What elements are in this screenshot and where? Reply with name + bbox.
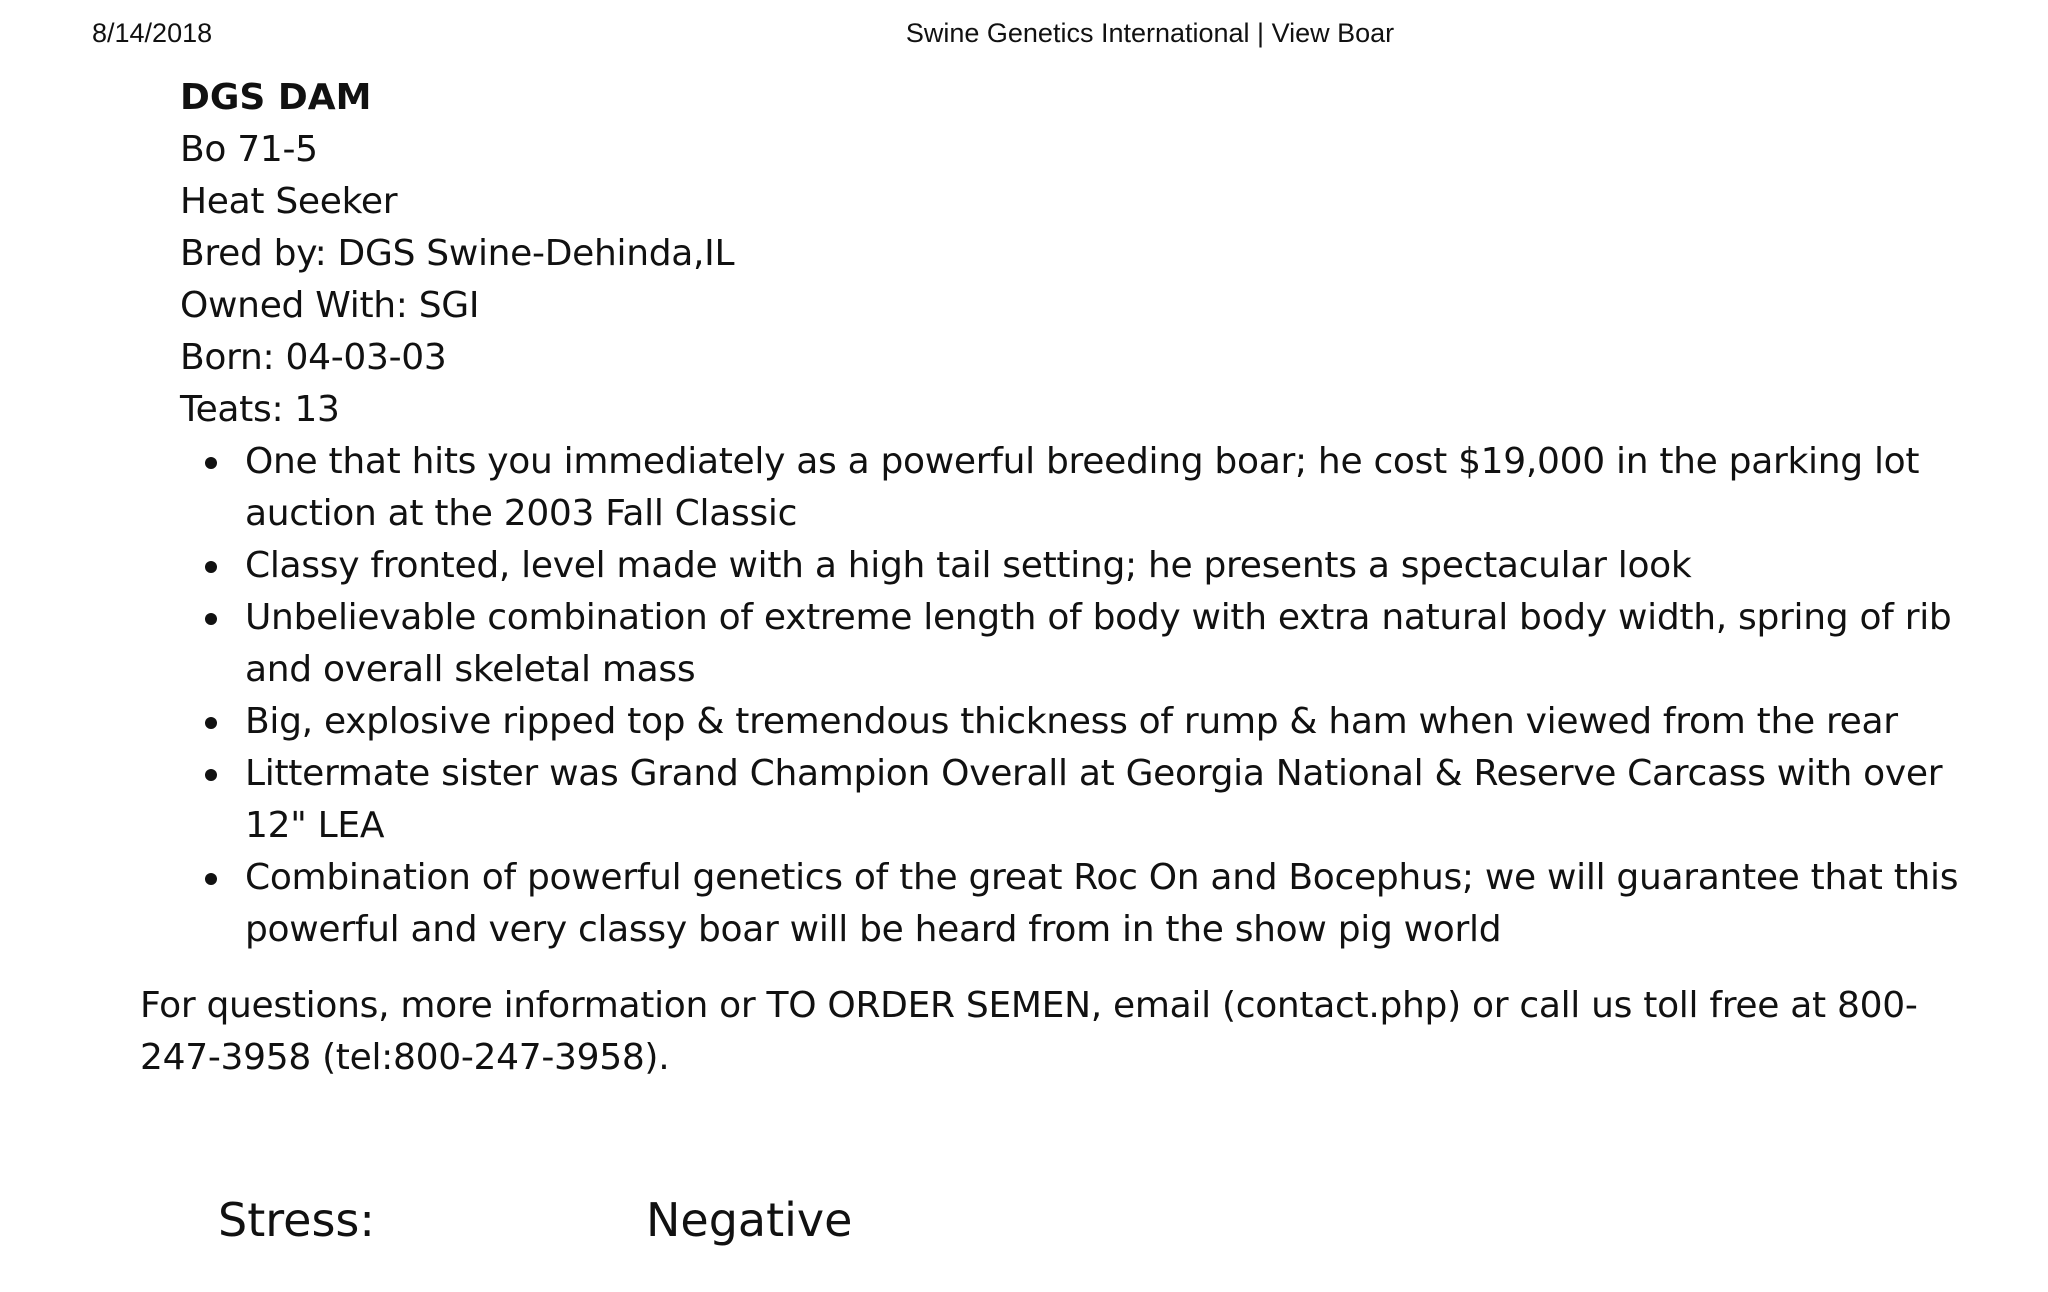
list-item: Classy fronted, level made with a high tail setting; he presents a spectacular look bbox=[245, 540, 1960, 592]
contact-phone-link[interactable]: (tel:800-247-3958) bbox=[310, 1037, 659, 1078]
dam-owned-with: Owned With: SGI bbox=[180, 285, 480, 326]
dam-name: Heat Seeker bbox=[180, 181, 398, 222]
dam-born: Born: 04-03-03 bbox=[180, 337, 447, 378]
dam-feature-list bbox=[180, 436, 1960, 956]
contact-middle: or call us toll free at bbox=[1460, 985, 1837, 1026]
print-page-title: Swine Genetics International | View Boar bbox=[905, 18, 1395, 48]
list-item: Unbelievable combination of extreme length of body with extra natural body width, spring of rib and overall skeletal mass bbox=[245, 592, 1960, 696]
contact-suffix: . bbox=[658, 1037, 670, 1078]
contact-prefix: For questions, more information or TO ORDER SEMEN, email bbox=[140, 985, 1222, 1026]
list-item: Big, explosive ripped top & tremendous thickness of rump & ham when viewed from the rear bbox=[245, 696, 1960, 748]
contact-phone[interactable]: 800-247-3958 bbox=[140, 985, 1918, 1078]
print-date: 8/14/2018 bbox=[92, 18, 213, 48]
dam-id: Bo 71-5 bbox=[180, 129, 318, 170]
list-item: Combination of powerful genetics of the great Roc On and Bocephus; we will guarantee that this powerful and very classy boar will be heard from in the show pig world bbox=[245, 852, 1960, 956]
contact-paragraph bbox=[140, 980, 1920, 1084]
dam-heading: DGS DAM bbox=[180, 77, 372, 118]
list-item: One that hits you immediately as a powerful breeding boar; he cost $19,000 in the parking lot auction at the 2003 Fall Classic bbox=[245, 436, 1960, 540]
print-header bbox=[0, 18, 2048, 48]
dam-details bbox=[180, 72, 1960, 956]
stress-value: Negative bbox=[646, 1193, 853, 1247]
dam-teats: Teats: 13 bbox=[180, 389, 340, 430]
contact-email-link[interactable]: (contact.php) bbox=[1221, 985, 1461, 1026]
list-item: Littermate sister was Grand Champion Overall at Georgia National & Reserve Carcass with over 12" LEA bbox=[245, 748, 1960, 852]
dam-bred-by: Bred by: DGS Swine-Dehinda,IL bbox=[180, 233, 735, 274]
stress-label: Stress: bbox=[218, 1193, 375, 1247]
